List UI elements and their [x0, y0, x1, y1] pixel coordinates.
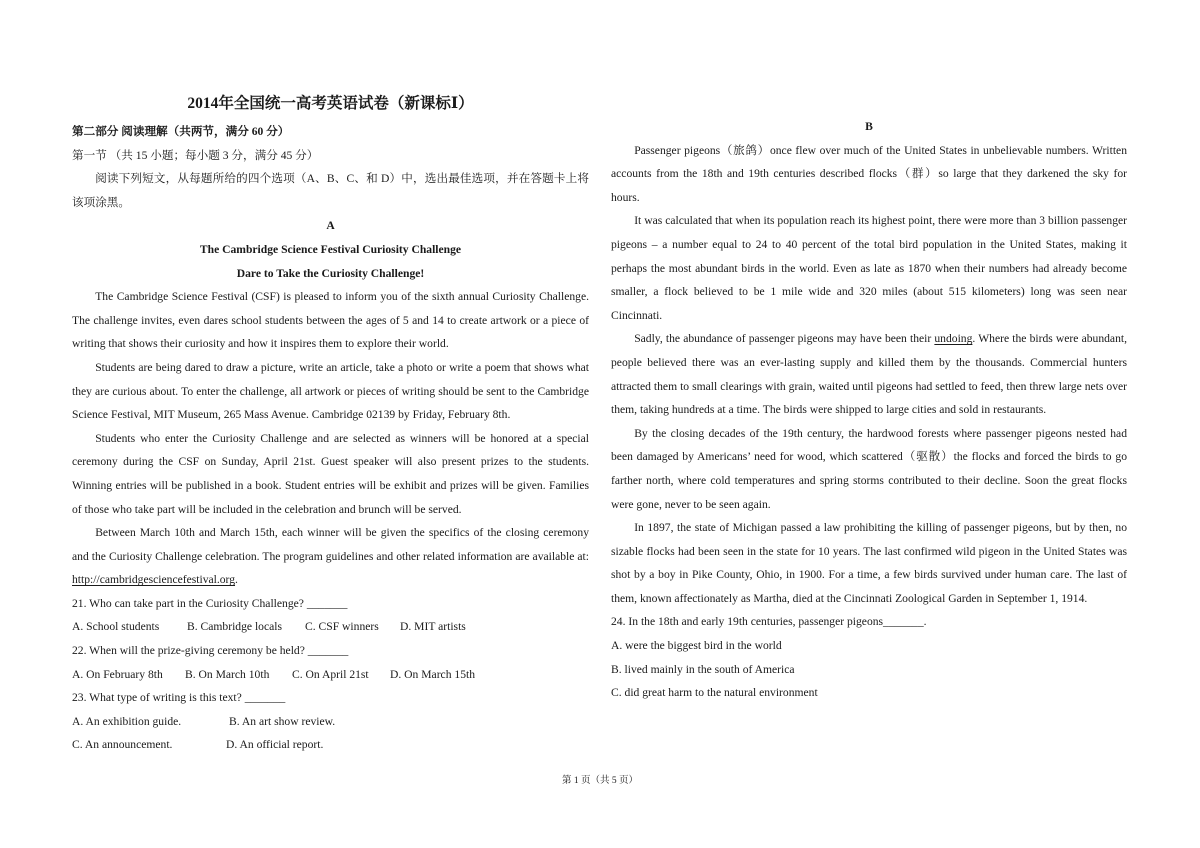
right-column [611, 115, 1127, 705]
passage-b-paragraph-4: By the closing decades of the 19th century, the hardwood forests where passenger pigeons nested had been damaged by Americans’ need for wood, which scattered（驱散）the flocks and forced the birds to go farther north, where cold temperatures and spring storms contributed to their decline. Soon the great flocks were gone, never to be seen again. [611, 426, 1127, 511]
q23-option-c[interactable]: C. An announcement. [72, 738, 173, 752]
q21-option-d[interactable]: D. MIT artists [400, 620, 466, 634]
part-heading: 第二部分 阅读理解（共两节，满分 60 分） [72, 125, 290, 138]
passage-b-paragraph-3 [611, 327, 1127, 421]
q24-option-c[interactable]: C. did great harm to the natural environment [611, 686, 818, 700]
paragraph-3-start: Sadly, the abundance of passenger pigeons may have been their [634, 332, 935, 346]
passage-a-title: The Cambridge Science Festival Curiosity Challenge [199, 242, 462, 256]
passage-a-paragraph-2: Students are being dared to draw a picture, write an article, take a photo or write a poem that shows what they are curious about. To enter the challenge, all artwork or pieces of writing should be sent to the Cambridge Science Festival, MIT Museum, 265 Mass Avenue. Cambridge 02139 by Friday, February 8th. [72, 360, 589, 422]
question-21: 21. Who can take part in the Curiosity Challenge? _______ [72, 596, 348, 610]
q21-option-c[interactable]: C. CSF winners [305, 620, 379, 634]
q21-option-b[interactable]: B. Cambridge locals [187, 620, 282, 634]
q22-option-a[interactable]: A. On February 8th [72, 667, 163, 681]
question-23-options-row-2 [72, 733, 589, 757]
page-footer: 第 1 页（共 5 页） [561, 776, 638, 786]
passage-a-subtitle: Dare to Take the Curiosity Challenge! [236, 266, 425, 280]
q22-option-c[interactable]: C. On April 21st [292, 667, 369, 681]
q22-option-b[interactable]: B. On March 10th [185, 667, 270, 681]
question-23: 23. What type of writing is this text? _______ [72, 691, 286, 705]
exam-title: 2014年全国统一高考英语试卷（新课标Ⅰ） [187, 95, 474, 112]
question-22-options [72, 663, 589, 687]
instructions: 阅读下列短文，从每题所给的四个选项（A、B、C、和 D）中，选出最佳选项，并在答题卡上将该项涂黑。 [72, 172, 589, 209]
q22-option-d[interactable]: D. On March 15th [390, 667, 476, 681]
paragraph-4-text: Between March 10th and March 15th, each winner will be given the specifics of the closing ceremony and the Curiosity Challenge celebration. The program guidelines and other related information are available at: [72, 526, 589, 563]
question-23-options-row-1 [72, 710, 589, 734]
passage-a-label: A [326, 219, 335, 233]
question-21-options [72, 615, 589, 639]
section-heading: 第一节 （共 15 小题；每小题 3 分，满分 45 分） [72, 148, 319, 162]
passage-b-label: B [865, 120, 873, 133]
question-24: 24. In the 18th and early 19th centuries, passenger pigeons_______. [611, 615, 927, 629]
q21-option-a[interactable]: A. School students [72, 620, 160, 634]
paragraph-4-end: . [235, 573, 238, 587]
passage-b-paragraph-1: Passenger pigeons（旅鸽）once flew over much of the United States in unbelievable numbers. Written accounts from the 18th and 19th centuries described flocks（群）so large that they darkened the sky for hours. [611, 143, 1127, 204]
q23-option-b[interactable]: B. An art show review. [229, 714, 336, 728]
paragraph-3-rest: . Where the birds were abundant, people believed there was an ever-lasting supply and killed them by the thousands. Commercial hunters attracted them to small clearings with grain, waited until pigeons had settled to feed, then threw large nets over them, taking hundreds at a time. The birds were shipped to large cities and sold in restaurants. [611, 332, 1127, 417]
left-column [72, 92, 589, 757]
question-22: 22. When will the prize-giving ceremony be held? _______ [72, 644, 349, 658]
passage-a-paragraph-1: The Cambridge Science Festival (CSF) is pleased to inform you of the sixth annual Curiosity Challenge. The challenge invites, even dares school students between the ages of 5 and 14 to create artwork or a piece of writing that shows their curiosity and how it inspires them to explore their world. [72, 290, 589, 351]
underlined-word-undoing: undoing [934, 332, 973, 346]
q23-option-a[interactable]: A. An exhibition guide. [72, 714, 182, 728]
passage-a-paragraph-4 [72, 521, 589, 592]
q24-option-b[interactable]: B. lived mainly in the south of America [611, 662, 795, 676]
festival-link[interactable]: http://cambridgesciencefestival.org [72, 573, 236, 587]
q23-option-d[interactable]: D. An official report. [226, 738, 324, 752]
passage-a-paragraph-3: Students who enter the Curiosity Challenge and are selected as winners will be honored at a special ceremony during the CSF on Sunday, April 21st. Guest speaker will also present prizes to the students. Winning entries will be published in a book. Student entries will be exhibit and prizes will be given. Families of those who take part will be included in the celebration and brunch will be served. [72, 431, 589, 516]
passage-b-paragraph-2: It was calculated that when its population reach its highest point, there were more than 3 billion passenger pigeons – a number equal to 24 to 40 percent of the total bird population in the United States, making it perhaps the most abundant birds in the world. Even as late as 1870 when their numbers had already become smaller, a flock believed to be 1 mile wide and 320 miles (about 515 kilometers) long was seen near Cincinnati. [611, 214, 1127, 322]
passage-b-paragraph-5: In 1897, the state of Michigan passed a law prohibiting the killing of passenger pigeons, but by then, no sizable flocks had been seen in the state for 10 years. The last confirmed wild pigeon in the United States was shot by a boy in Pike County, Ohio, in 1900. For a time, a few birds survived under human care. The last of them, known affectionately as Martha, died at the Cincinnati Zoological Garden in September 1, 1914. [611, 521, 1127, 605]
q24-option-a[interactable]: A. were the biggest bird in the world [611, 639, 782, 653]
